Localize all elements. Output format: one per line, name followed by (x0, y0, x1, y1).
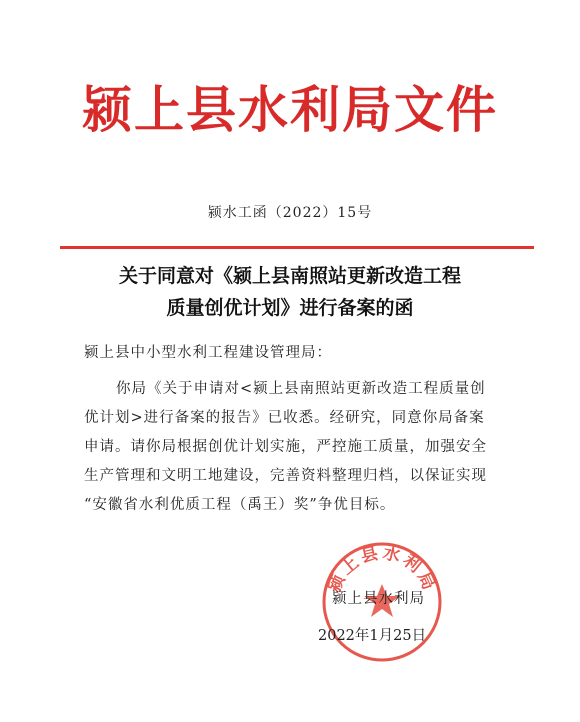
issuer-signature: 颍上县水利局 (332, 591, 425, 607)
issue-date: 2022年1月25日 (318, 628, 427, 644)
body-line: 你局《关于申请对<颍上县南照站更新改造工程质量创 (116, 381, 486, 397)
document-number: 颍水工函（2022）15号 (207, 205, 373, 221)
subject-line-1: 关于同意对《颍上县南照站更新改造工程 (118, 265, 461, 287)
seal-text: 颍上县水利局 (324, 543, 440, 596)
body-line: “安徽省水利优质工程（禹王）奖”争优目标。 (84, 497, 396, 513)
subject-line-2: 质量创优计划》进行备案的函 (166, 297, 414, 319)
document-subject (0, 260, 580, 324)
body-line: 优计划>进行备案的报告》已收悉。经研究，同意你局备案 (84, 410, 485, 426)
body-line: 申请。请你局根据创优计划实施，严控施工质量，加强安全 (84, 439, 487, 455)
document-header-title: 颍上县水利局文件 (82, 80, 498, 139)
addressee: 颍上县中小型水利工程建设管理局： (84, 345, 332, 361)
body-paragraph (84, 375, 502, 520)
red-separator-line (60, 246, 534, 249)
body-line: 生产管理和文明工地建设，完善资料整理归档，以保证实现 (84, 468, 487, 484)
